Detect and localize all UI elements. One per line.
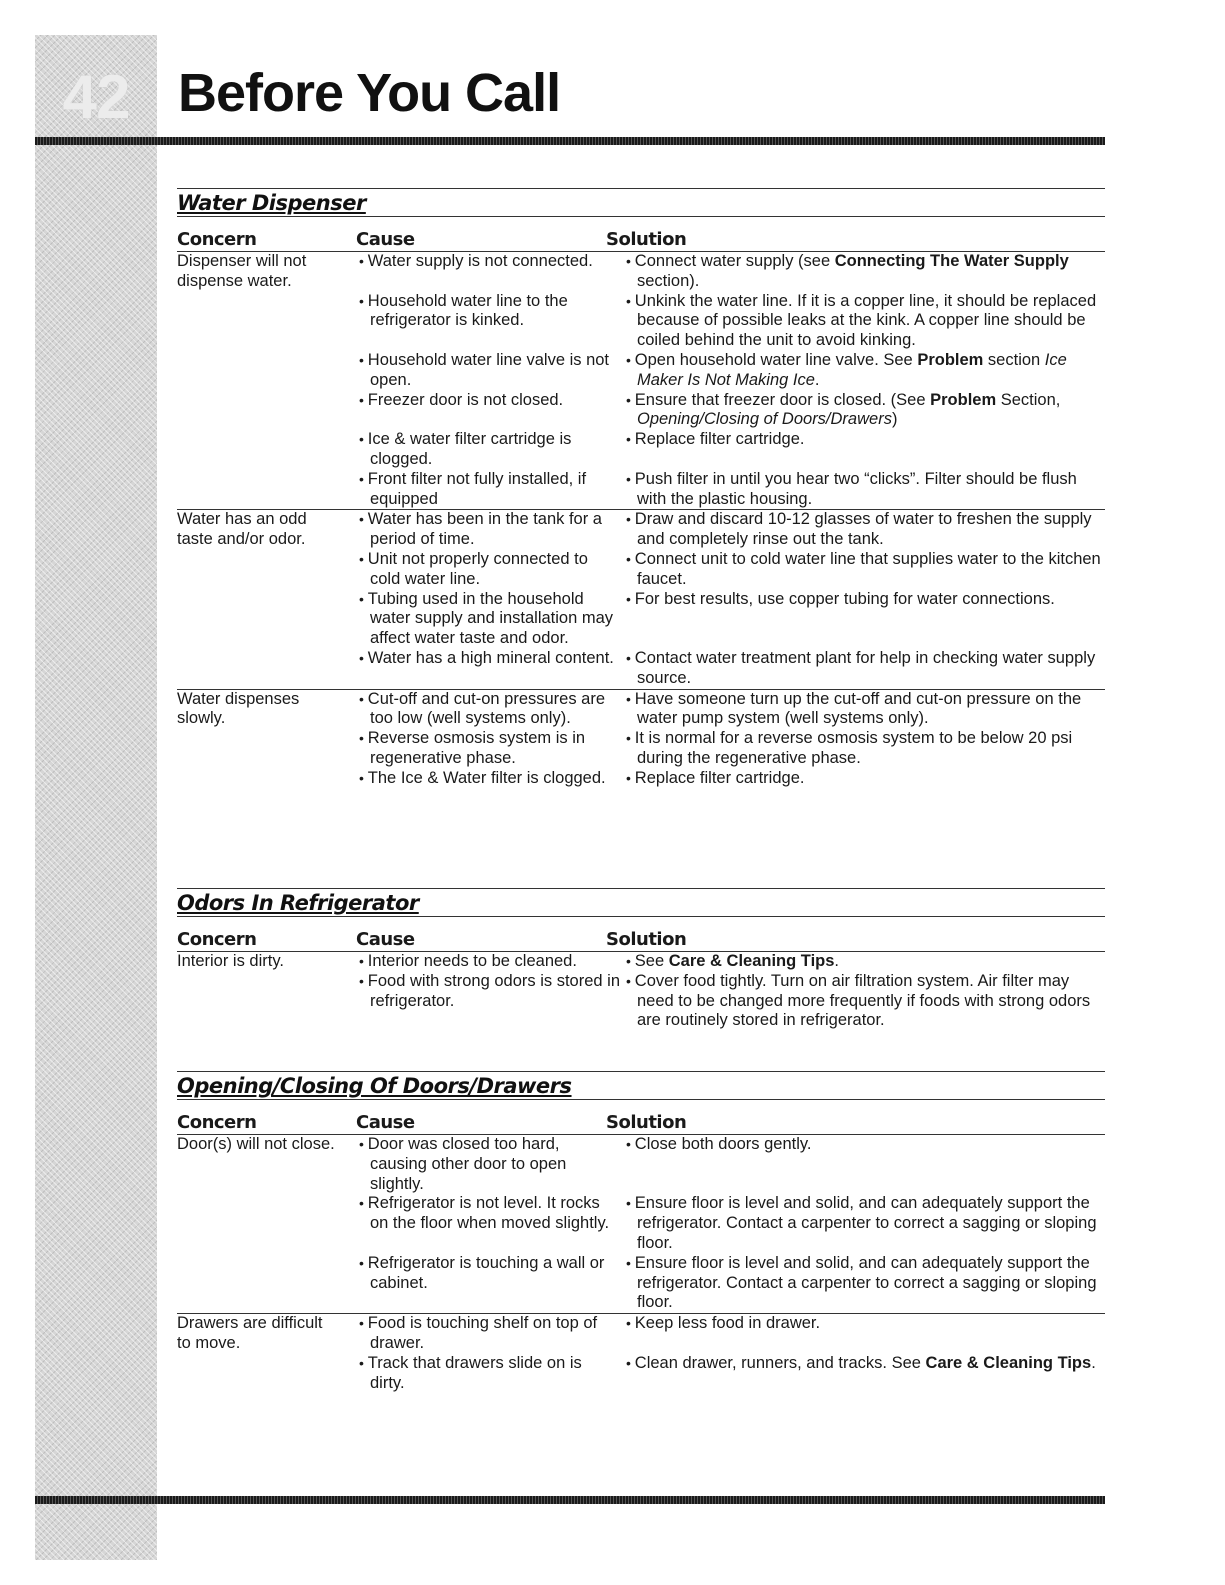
cause-item [356,550,624,590]
solution-text: section). [637,271,700,290]
solution-item [624,729,1105,769]
cause-item [356,252,624,292]
cause-solution-pair [356,1254,1105,1313]
solution-text: Contact water treatment plant for help in checking water supply source. [634,648,1096,687]
solution-bold-ref: Care & Cleaning Tips [668,952,835,970]
cause-item [356,690,624,730]
solution-text: Connect water supply (see [634,252,835,270]
solution-bold-ref: Connecting The Water Supply [834,252,1069,270]
bullet-icon: • [359,1315,368,1332]
concern-text: Interior is dirty. [177,952,284,970]
column-headers [177,229,1105,252]
cause-text: The Ice & Water filter is clogged. [367,768,606,787]
bullet-icon: • [359,391,368,408]
cause-solution-pair [356,1354,1105,1394]
section-water-dispenser [177,188,1105,789]
bullet-icon: • [626,292,635,309]
header-cause: Cause [356,1112,415,1133]
cause-solution-pair [356,690,1105,730]
solution-item [624,351,1105,391]
cause-text: Refrigerator is not level. It rocks on the floor when moved slightly. [367,1194,610,1233]
solution-item [624,1254,1105,1313]
cause-text: Door was closed too hard, causing other door to open slightly. [367,1135,567,1193]
solution-bold-ref: Problem [917,350,984,369]
bullet-icon: • [359,590,368,607]
concern-text: Dispenser will not dispense water. [177,252,307,290]
cause-solution-pair [356,252,1105,292]
solution-text: section [983,350,1045,369]
bullet-icon: • [626,391,635,408]
cause-item [356,729,624,769]
solution-text: ) [891,410,898,429]
bullet-icon: • [359,511,368,528]
solution-italic-ref: Ice Maker Is Not Making Ice [637,350,1067,389]
section-title: Opening/Closing Of Doors/Drawers [177,1071,1105,1100]
footer-rule [35,1496,1105,1504]
solution-item [624,1314,1105,1354]
solution-item [624,590,1105,649]
cause-solution-pair [356,972,1105,1031]
solution-item [624,972,1105,1031]
cause-solution-pair [356,1194,1105,1253]
cause-text: Water has a high mineral content. [367,648,614,667]
section-title: Odors In Refrigerator [177,888,1105,917]
table-row [177,952,1105,1031]
bullet-icon: • [626,431,635,448]
bullet-icon: • [626,1136,635,1152]
cause-solution-pair [356,430,1105,470]
cause-solution-pair [356,470,1105,510]
solution-text: Draw and discard 10-12 glasses of water to freshen the supply and completely rinse out the tank. [634,510,1092,549]
bullet-icon: • [626,1315,635,1332]
bullet-icon: • [626,769,635,786]
header-concern: Concern [177,929,257,950]
cause-text: Ice & water filter cartridge is clogged. [367,430,572,468]
solution-item [624,550,1105,590]
header-solution: Solution [606,229,687,250]
cause-text: Reverse osmosis system is in regenerative phase. [367,729,586,767]
section-opening-closing-doors-drawers [177,1071,1105,1393]
bullet-icon: • [626,253,635,269]
cause-text: Food with strong odors is stored in refrigerator. [367,971,621,1010]
cause-solution-pair [356,769,1105,789]
solution-text: Cover food tightly. Turn on air filtration system. Air filter may need to be changed more frequently if foods with strong odors are routinely stored in refrigerator. [634,971,1091,1030]
page-title: Before You Call [178,63,561,123]
header-concern: Concern [177,1112,257,1133]
cause-text: Front filter not fully installed, if equipped [367,469,587,508]
solution-bold-ref: Problem [930,390,997,409]
cause-text: Cut-off and cut-on pressures are too low (well systems only). [367,689,606,728]
solution-item [624,690,1105,730]
cause-text: Interior needs to be cleaned. [367,952,577,970]
section-title: Water Dispenser [177,188,1105,217]
solution-text: . [814,370,820,389]
cause-item [356,1194,624,1253]
bullet-icon: • [359,431,368,448]
column-headers [177,929,1105,952]
cause-solution-pair [356,550,1105,590]
cause-solution-pair [356,1135,1105,1194]
bullet-icon: • [359,470,368,487]
solution-text: Ensure that freezer door is closed. (See [634,390,931,409]
header-cause: Cause [356,229,415,250]
solution-text: For best results, use copper tubing for water connections. [634,589,1055,608]
solution-item [624,1354,1105,1394]
solution-text: . [834,952,839,970]
solution-text: Have someone turn up the cut-off and cut-on pressure on the water pump system (well systems only). [634,689,1082,728]
header-cause: Cause [356,929,415,950]
bullet-icon: • [359,953,368,969]
table-row [177,690,1105,789]
concern-text: Door(s) will not close. [177,1135,335,1153]
solution-text: It is normal for a reverse osmosis system to be below 20 psi during the regenerative phase. [634,729,1073,767]
cause-item [356,590,624,649]
solution-item [624,391,1105,431]
bullet-icon: • [359,1136,368,1152]
solution-item [624,510,1105,550]
solution-item [624,649,1105,689]
header-solution: Solution [606,929,687,950]
cause-solution-pair [356,510,1105,550]
table-row [177,252,1105,510]
cause-item [356,649,624,689]
solution-text: Replace filter cartridge. [634,768,805,787]
cause-item [356,292,624,351]
bullet-icon: • [626,1254,635,1271]
bullet-icon: • [626,351,635,368]
bullet-icon: • [626,470,635,487]
solution-item [624,292,1105,351]
cause-item [356,1254,624,1313]
bullet-icon: • [359,649,368,666]
concern-text: Water has an odd taste and/or odor. [177,510,307,549]
bullet-icon: • [359,351,368,368]
cause-text: Food is touching shelf on top of drawer. [367,1314,598,1352]
solution-text: Close both doors gently. [634,1135,812,1153]
solution-text: Open household water line valve. See [634,350,918,369]
bullet-icon: • [359,690,368,707]
cause-solution-pair [356,1314,1105,1354]
cause-item [356,1314,624,1354]
solution-bold-ref: Care & Cleaning Tips [925,1353,1092,1372]
header-concern: Concern [177,229,257,250]
solution-item [624,1194,1105,1253]
cause-text: Tubing used in the household water supply and installation may affect water taste and odor. [367,589,614,648]
cause-text: Household water line valve is not open. [367,350,610,389]
bullet-icon: • [626,1195,635,1212]
solution-text: See [634,952,669,970]
bullet-icon: • [359,292,368,309]
bullet-icon: • [626,1354,635,1371]
bullet-icon: • [359,253,368,269]
solution-item [624,470,1105,510]
cause-solution-pair [356,391,1105,431]
cause-solution-list [356,690,1105,789]
cause-solution-pair [356,351,1105,391]
cause-text: Household water line to the refrigerator is kinked. [367,291,568,330]
bullet-icon: • [626,511,635,528]
solution-text: Keep less food in drawer. [634,1314,821,1333]
solution-item [624,252,1105,292]
cause-solution-pair [356,649,1105,689]
bullet-icon: • [626,649,635,666]
bullet-icon: • [626,953,635,969]
concern-text: Water dispenses slowly. [177,689,300,728]
solution-item [624,430,1105,470]
bullet-icon: • [359,1254,368,1271]
cause-solution-list [356,952,1105,1031]
solution-text: Connect unit to cold water line that supplies water to the kitchen faucet. [634,549,1101,588]
table-row [177,510,1105,689]
section-odors-in-refrigerator [177,888,1105,1031]
cause-solution-list [356,510,1105,688]
solution-text: Ensure floor is level and solid, and can adequately support the refrigerator. Contact a carpenter to correct a sagging or sloping floor. [634,1253,1097,1312]
cause-solution-pair [356,292,1105,351]
cause-item [356,430,624,470]
bullet-icon: • [359,730,368,747]
bullet-icon: • [626,730,635,747]
solution-item [624,769,1105,789]
cause-text: Track that drawers slide on is dirty. [367,1353,582,1392]
cause-solution-list [356,1314,1105,1393]
bullet-icon: • [626,550,635,567]
solution-text: Clean drawer, runners, and tracks. See [634,1353,926,1372]
cause-solution-pair [356,952,1105,972]
cause-solution-list [356,252,1105,509]
cause-item [356,769,624,789]
cause-item [356,391,624,431]
bullet-icon: • [359,1354,368,1371]
cause-item [356,470,624,510]
cause-solution-list [356,1135,1105,1313]
solution-italic-ref: Opening/Closing of Doors/Drawers [637,410,892,429]
header-rule [35,137,1105,145]
solution-text: . [1091,1353,1096,1372]
cause-item [356,972,624,1031]
bullet-icon: • [359,1195,368,1212]
side-tab-pattern [35,35,157,1560]
column-headers [177,1112,1105,1135]
solution-text: Section, [996,390,1061,409]
cause-text: Refrigerator is touching a wall or cabinet. [367,1253,605,1292]
cause-text: Water supply is not connected. [367,252,593,270]
solution-text: Replace filter cartridge. [634,430,805,449]
solution-text: Unkink the water line. If it is a copper line, it should be replaced because of possible leaks at the kink. A copper line should be coiled behind the unit to avoid kinking. [634,291,1097,350]
cause-text: Water has been in the tank for a period of time. [367,510,602,549]
cause-item [356,1354,624,1394]
cause-item [356,351,624,391]
solution-item [624,1135,1105,1194]
solution-item [624,952,1105,972]
cause-text: Freezer door is not closed. [367,390,564,409]
cause-solution-pair [356,590,1105,649]
table-row [177,1314,1105,1393]
solution-text: Push filter in until you hear two “clicks”. Filter should be flush with the plastic housing. [634,469,1077,508]
header-solution: Solution [606,1112,687,1133]
bullet-icon: • [359,769,368,786]
cause-text: Unit not properly connected to cold water line. [367,549,588,588]
cause-item [356,952,624,972]
bullet-icon: • [359,550,368,567]
solution-text: Ensure floor is level and solid, and can adequately support the refrigerator. Contact a carpenter to correct a sagging or sloping floor. [634,1194,1097,1252]
bullet-icon: • [626,972,635,989]
page-number: 42 [62,63,130,132]
cause-solution-pair [356,729,1105,769]
cause-item [356,510,624,550]
bullet-icon: • [626,590,635,607]
bullet-icon: • [359,972,368,989]
bullet-icon: • [626,690,635,707]
concern-text: Drawers are difficult to move. [177,1314,323,1352]
cause-item [356,1135,624,1194]
table-row [177,1135,1105,1314]
